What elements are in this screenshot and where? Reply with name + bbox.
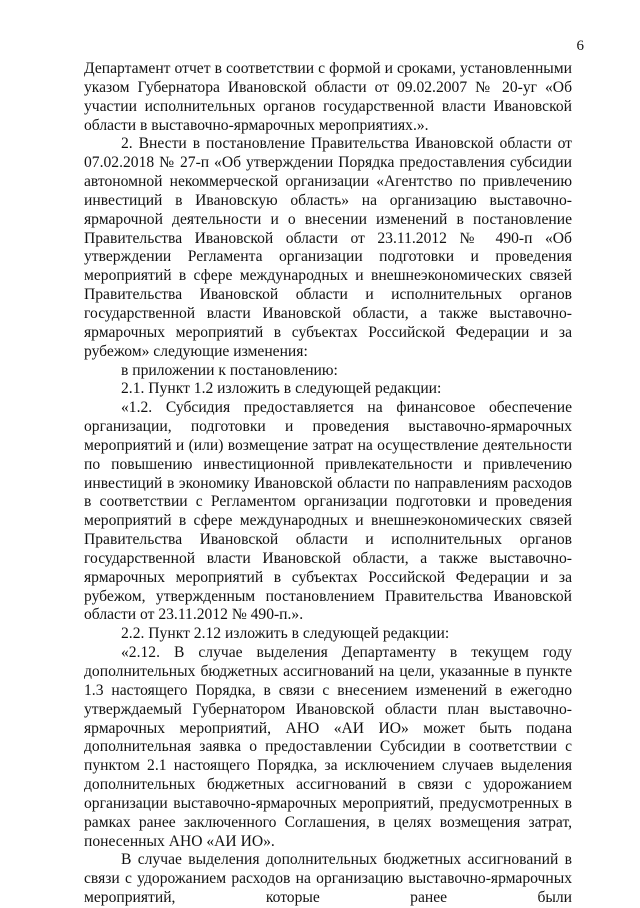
paragraph-quote-1-2: «1.2. Субсидия предоставляется на финансовое обеспечение организации, подготовки и проведения выставочно-ярмарочных мероприятий и (или) возмещение затрат на осуществление деятельности по повышению инвестиционной привлекательности и привлечению инвестиций в экономику Ивановской области по направлениям расходов в соответствии с Регламентом организации подготовки и проведения мероприятий в сфере международных и внешнеэкономических связей Правительства Ивановской области и исполнительных органов государственной власти Ивановской области, а также выставочно-ярмарочных мероприятий в субъектах Российской Федерации и за рубежом, утвержденным постановлением Правительства Ивановской области от 23.11.2012 № 490-п.». xyxy=(84,399,572,624)
paragraph-appendix-note: в приложении к постановлению: xyxy=(121,361,338,379)
paragraph-item-2-2: 2.2. Пункт 2.12 изложить в следующей редакции: xyxy=(121,625,450,643)
paragraph-continuation: Департамент отчет в соответствии с формой и сроками, установленными указом Губернатора Ивановской области от 09.02.2007 № 20-уг «Об участии исполнительных органов государственной власти Ивановской области в выставочно-ярмарочных мероприятиях.». xyxy=(84,60,572,134)
paragraph-item-2-1: 2.1. Пункт 1.2 изложить в следующей редакции: xyxy=(121,380,442,398)
page-number: 6 xyxy=(576,38,584,54)
paragraph-quote-2-12: «2.12. В случае выделения Департаменту в текущем году дополнительных бюджетных ассигнований на цели, указанные в пункте 1.3 настоящего Порядка, в связи с внесением изменений в ежегодно утверждаемый Губернатором Ивановской области план выставочно-ярмарочных мероприятий, АНО «АИ ИО» может быть подана дополнительная заявка о предоставлении Субсидии в соответствии с пунктом 2.1 настоящего Порядка, за исключением случаев выделения дополнительных бюджетных ассигнований в связи с удорожанием организации выставочно-ярмарочных мероприятий, предусмотренных в рамках ранее заключенного Соглашения, в целях возмещения затрат, понесенных АНО «АИ ИО». xyxy=(84,644,572,850)
paragraph-item-2: 2. Внести в постановление Правительства Ивановской области от 07.02.2018 № 27-п «Об утверждении Порядка предоставления субсидии автономной некоммерческой организации «Агентство по привлечению инвестиций в Ивановскую область» на организацию выставочно-ярмарочной деятельности и о внесении изменений в постановление Правительства Ивановской области от 23.11.2012 № 490-п «Об утверждении Регламента организации подготовки и проведения мероприятий в сфере международных и внешнеэкономических связей Правительства Ивановской области и исполнительных органов государственной власти Ивановской области, а также выставочно-ярмарочных мероприятий в субъектах Российской Федерации и за рубежом» следующие изменения: xyxy=(84,135,572,360)
paragraph-final: В случае выделения дополнительных бюджетных ассигнований в связи с удорожанием расходов на организацию выставочно-ярмарочных мероприятий, которые ранее были xyxy=(84,851,572,907)
document-body xyxy=(84,60,572,908)
